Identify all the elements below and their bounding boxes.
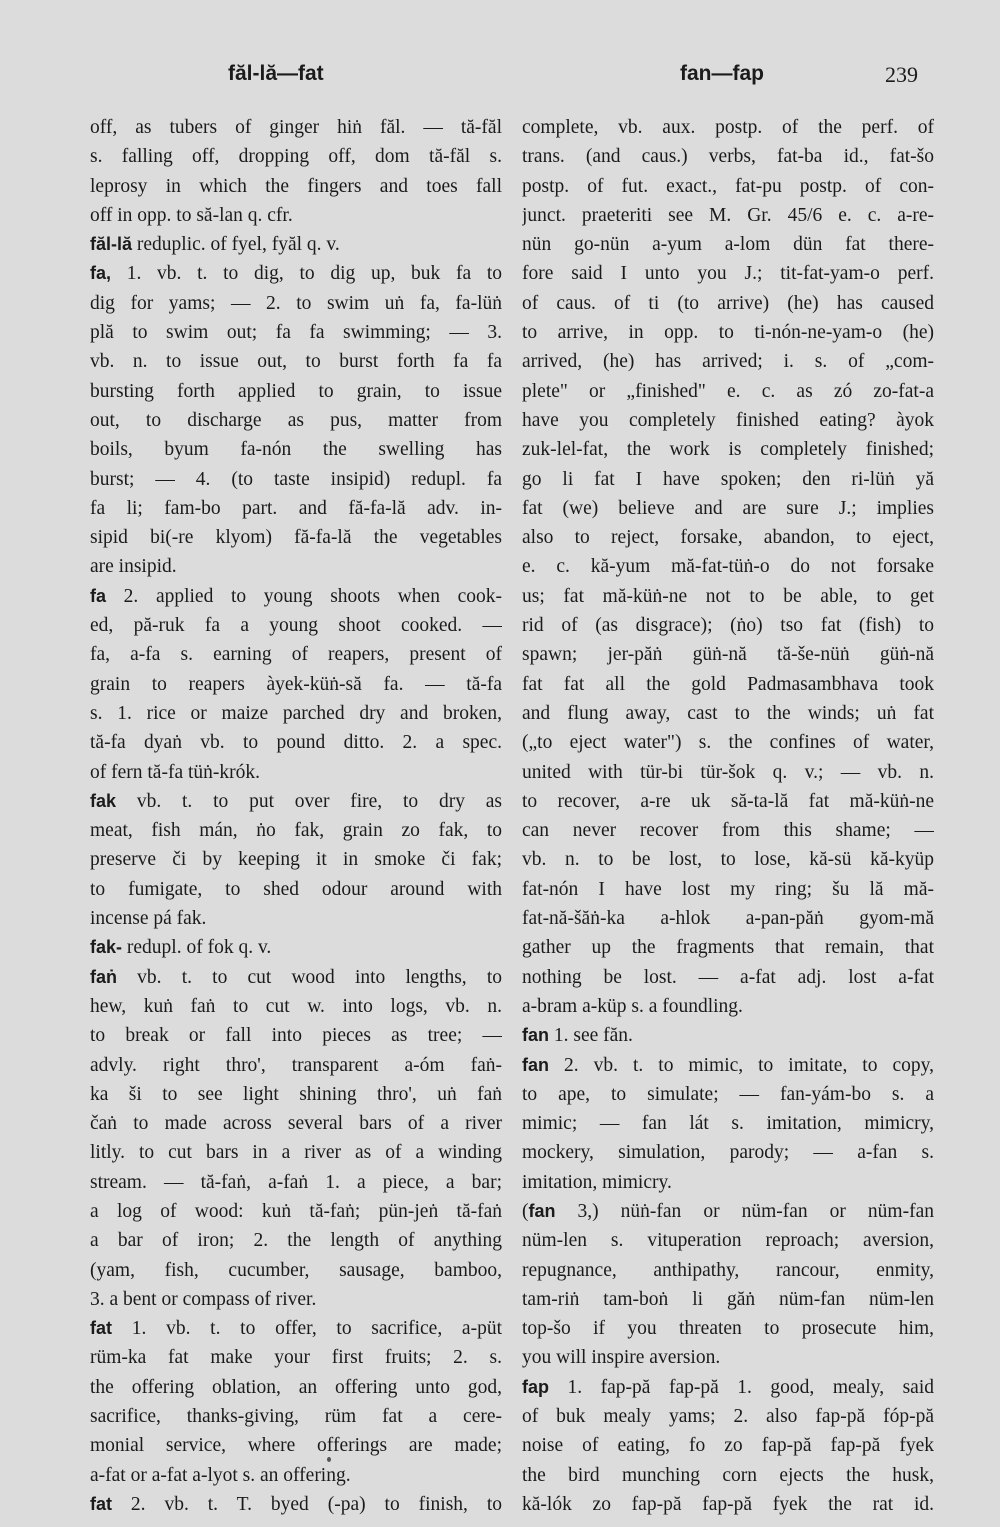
left-column-line: rüm-ka fat make your first fruits; 2. s. (90, 1347, 502, 1369)
left-column-line: ka ši to see light shining thro', uṅ faṅ (90, 1083, 502, 1105)
page-number: 239 (885, 62, 918, 87)
right-column-line: to ape, to simulate; — fan-yám-bo s. a (522, 1083, 934, 1105)
right-column-line: spawn; jer-păṅ güṅ-nă tă-še-nüṅ güṅ-nă (522, 644, 934, 666)
right-column-line: vb. n. to be lost, to lose, kă-sü kă-kyüp (522, 849, 934, 871)
left-column-line: grain to reapers àyek-küṅ-să fa. — tă-fa (90, 673, 502, 695)
left-column-line: litly. to cut bars in a river as of a winding (90, 1142, 502, 1164)
left-column-line: sipid bi(-re klyom) fă-fa-lă the vegetables (90, 527, 502, 549)
right-column-line: complete, vb. aux. postp. of the perf. of (522, 117, 934, 138)
right-column-line: us; fat mă-küṅ-ne not to be able, to get (522, 585, 934, 607)
left-column-line: tă-fa dyaṅ vb. to pound ditto. 2. a spec. (90, 732, 502, 754)
left-column-line: a-fat or a-fat a-lyot s. an offering. (90, 1464, 351, 1486)
right-column-line: arrived, (he) has arrived; i. s. of „com- (522, 351, 934, 373)
right-column-line: fan 1. see făn. (522, 1025, 633, 1047)
left-column-line: a log of wood: kuṅ tă-faṅ; pün-jeṅ tă-faṅ (90, 1200, 502, 1222)
headword: făl-lă (90, 234, 133, 255)
running-head-left: făl-lă—fat (228, 62, 324, 85)
left-column-line: boils, byum fa-nón the swelling has (90, 439, 502, 461)
left-column-line: făl-lă reduplic. of fyel, fyăl q. v. (90, 234, 340, 256)
right-column-line: fat (we) believe and are sure J.; implies (522, 497, 934, 519)
right-column-line: („to eject water") s. the confines of water, (522, 732, 934, 754)
left-column-line: off in opp. to să-lan q. cfr. (90, 204, 293, 226)
headword: fan (522, 1025, 549, 1046)
right-column-line: nün go-nün a-yum a-lom dün fat there- (522, 234, 934, 256)
right-column-line: of caus. of ti (to arrive) (he) has caused (522, 292, 934, 314)
right-column-line: zuk-lel-fat, the work is completely finished; (522, 439, 934, 461)
right-column-line: fap 1. fap-pă fap-pă 1. good, mealy, said (522, 1376, 934, 1398)
left-column-line: out, to discharge as pus, matter from (90, 409, 502, 431)
right-column-line: rid of (as disgrace); (ṅo) tso fat (fish) to (522, 615, 934, 637)
headword: faṅ (90, 966, 117, 987)
headword: fan (522, 1054, 549, 1075)
right-column-line: junct. praeteriti see M. Gr. 45/6 e. c. a-re- (522, 204, 934, 226)
right-column-line: imitation, mimicry. (522, 1171, 672, 1193)
left-column-line: čaṅ to made across several bars of a river (90, 1113, 502, 1135)
left-column-line: leprosy in which the fingers and toes fall (90, 175, 502, 197)
right-column-line: you will inspire aversion. (522, 1347, 721, 1369)
right-column-line: nüm-len s. vituperation reproach; aversion, (522, 1230, 934, 1252)
left-column-line: ed, pă-ruk fa a young shoot cooked. — (90, 615, 502, 637)
left-column-line: incense pá fak. (90, 908, 207, 930)
left-column-line: fat 1. vb. t. to offer, to sacrifice, a-püt (90, 1318, 502, 1340)
left-column-line: fa 2. applied to young shoots when cook- (90, 585, 502, 607)
left-column-line: burst; — 4. (to taste insipid) redupl. fa (90, 468, 502, 490)
left-column-line: bursting forth applied to grain, to issue (90, 380, 502, 402)
right-column-line: kă-lók zo fap-pă fap-pă fyek the rat id. (522, 1493, 934, 1515)
right-column-line: go li fat I have spoken; den ri-lüṅ yă (522, 468, 934, 490)
left-column-line: preserve či by keeping it in smoke či fak; (90, 849, 502, 871)
right-column-line: gather up the fragments that remain, that (522, 937, 934, 959)
left-column-line: fa, 1. vb. t. to dig, to dig up, buk fa to (90, 263, 502, 285)
left-column-line: fak vb. t. to put over fire, to dry as (90, 790, 502, 812)
right-column-line: united with tür-bi tür-šok q. v.; — vb. n. (522, 761, 934, 783)
right-column-line: to recover, a-re uk să-ta-lă fat mă-küṅ-ne (522, 790, 934, 812)
left-column-line: hew, kuṅ faṅ to cut w. into logs, vb. n. (90, 995, 502, 1017)
right-column-line: fore said I unto you J.; tit-fat-yam-o perf. (522, 263, 934, 285)
left-column-line: advly. right thro', transparent a-óm faṅ- (90, 1054, 502, 1076)
headword: fat (90, 1493, 112, 1514)
right-column-line: mockery, simulation, parody; — a-fan s. (522, 1142, 934, 1164)
left-column-line: s. falling off, dropping off, dom tă-făl s. (90, 146, 502, 168)
right-column-line: e. c. kă-yum mă-fat-tüṅ-o do not forsake (522, 556, 934, 578)
right-column-line: plete" or „finished" e. c. as zó zo-fat-a (522, 380, 934, 402)
headword: fan (528, 1200, 556, 1221)
left-column (90, 113, 502, 1519)
left-column-line: 3. a bent or compass of river. (90, 1288, 317, 1310)
right-column-line: repugnance, anthipathy, rancour, enmity, (522, 1259, 934, 1281)
left-column-line: stream. — tă-faṅ, a-faṅ 1. a piece, a bar; (90, 1171, 502, 1193)
right-column-line: also to reject, forsake, abandon, to eject, (522, 527, 934, 549)
right-column-line: and flung away, cast to the winds; uṅ fat (522, 702, 934, 724)
left-column-line: meat, fish mán, ṅo fak, grain zo fak, to (90, 820, 502, 842)
right-column-line: noise of eating, fo zo fap-pă fap-pă fyek (522, 1435, 934, 1457)
right-column-line: nothing be lost. — a-fat adj. lost a-fat (522, 966, 934, 988)
right-column-line: to arrive, in opp. to ti-nón-ne-yam-o (he) (522, 322, 934, 344)
headword: fat (90, 1318, 112, 1339)
right-column-line: fat-nă-šăṅ-ka a-hlok a-pan-păṅ gyom-mă (522, 908, 934, 930)
left-column-line: to fumigate, to shed odour around with (90, 878, 502, 900)
headword: fa, (90, 263, 112, 284)
left-column-line: fa, a-fa s. earning of reapers, present of (90, 644, 502, 666)
left-column-line: fak- redupl. of fok q. v. (90, 937, 272, 959)
left-column-line: vb. n. to issue out, to burst forth fa fa (90, 351, 502, 373)
right-column-line: fat fat all the gold Padmasambhava took (522, 673, 934, 695)
left-column-line: off, as tubers of ginger hiṅ făl. — tă-făl (90, 117, 502, 138)
left-column-line: the offering oblation, an offering unto god, (90, 1376, 502, 1398)
right-column (522, 113, 934, 1519)
headword: fa (90, 585, 107, 606)
left-column-line: fat 2. vb. t. T. byed (-pa) to finish, to (90, 1493, 502, 1515)
right-column-line: mimic; — fan lát s. imitation, mimicry, (522, 1113, 934, 1135)
right-column-line: tam-riṅ tam-boṅ li găṅ nüm-fan nüm-len (522, 1288, 934, 1310)
headword: fak- (90, 937, 123, 958)
right-column-line: postp. of fut. exact., fat-pu postp. of con- (522, 175, 934, 197)
right-column-line: the bird munching corn ejects the husk, (522, 1464, 934, 1486)
left-column-line: of fern tă-fa tüṅ-krók. (90, 761, 261, 783)
left-column-line: dig for yams; — 2. to swim uṅ fa, fa-lüṅ (90, 292, 502, 314)
left-column-line: are insipid. (90, 556, 177, 578)
left-column-line: to break or fall into pieces as tree; — (90, 1025, 502, 1047)
right-column-line: trans. (and caus.) verbs, fat-ba id., fat-šo (522, 146, 934, 168)
left-column-line: s. 1. rice or maize parched dry and broken, (90, 702, 502, 724)
left-column-line: (yam, fish, cucumber, sausage, bamboo, (90, 1259, 502, 1281)
headword: fap (522, 1376, 549, 1397)
running-head-right: fan—fap (680, 62, 764, 85)
left-column-line: sacrifice, thanks-giving, rüm fat a cere- (90, 1406, 502, 1428)
right-column-line: have you completely finished eating? àyok (522, 409, 934, 431)
right-column-line: of buk mealy yams; 2. also fap-pă fóp-pă (522, 1406, 934, 1428)
left-column-line: faṅ vb. t. to cut wood into lengths, to (90, 966, 502, 988)
right-column-line: can never recover from this shame; — (522, 820, 934, 842)
right-column-line: a-bram a-küp s. a foundling. (522, 995, 743, 1017)
left-column-line: plă to swim out; fa fa swimming; — 3. (90, 322, 502, 344)
left-column-line: a bar of iron; 2. the length of anything (90, 1230, 502, 1252)
right-column-line: top-šo if you threaten to prosecute him, (522, 1318, 934, 1340)
headword: fak (90, 790, 117, 811)
right-column-line: fan 2. vb. t. to mimic, to imitate, to copy, (522, 1054, 934, 1076)
left-column-line: fa li; fam-bo part. and fă-fa-lă adv. in- (90, 497, 502, 519)
print-speck (327, 1457, 331, 1462)
right-column-line: fat-nón I have lost my ring; šu lă mă- (522, 878, 934, 900)
right-column-line: (fan 3,) nüṅ-fan or nüm-fan or nüm-fan (522, 1200, 934, 1222)
left-column-line: monial service, where offerings are made; (90, 1435, 502, 1457)
